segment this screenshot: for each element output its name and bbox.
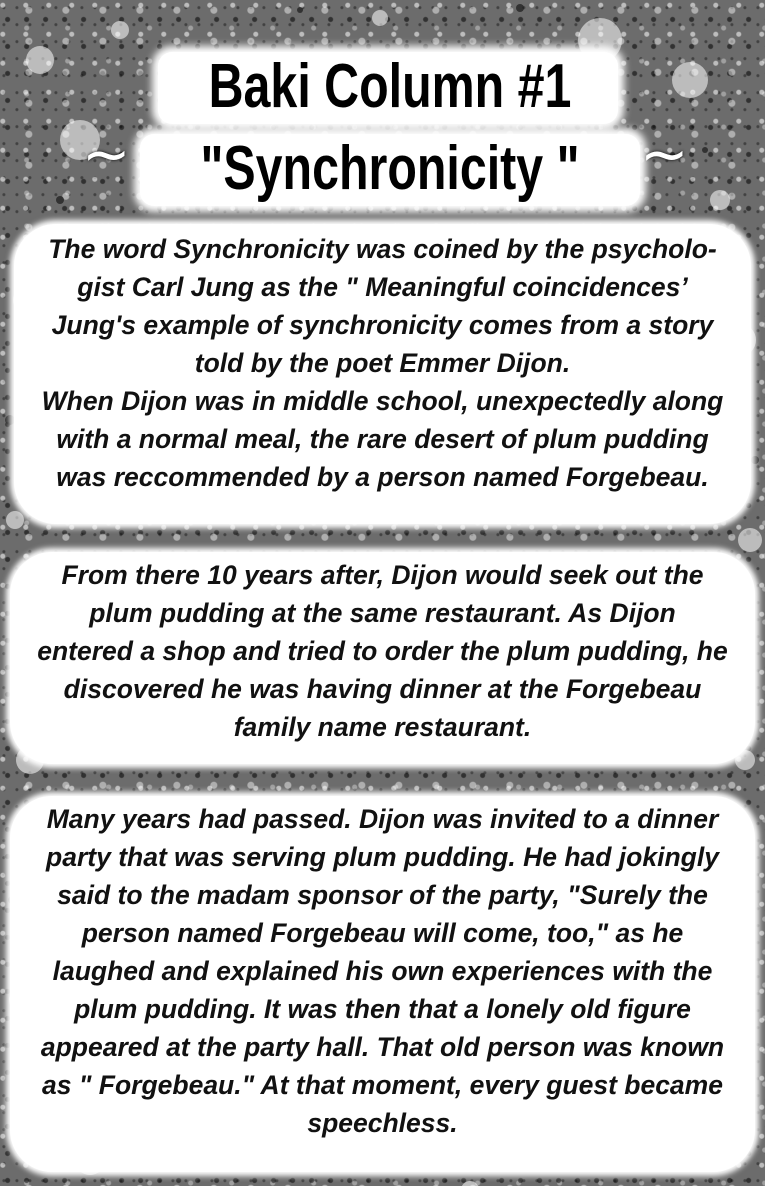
paragraph-1-line: told by the poet Emmer Dijon. xyxy=(194,348,571,378)
paragraph-1-line: was reccommended by a person named Forgebeau. xyxy=(56,462,709,492)
paragraph-3-line: said to the madam sponsor of the party, "Surely the xyxy=(57,880,708,910)
title-box-line1 xyxy=(158,52,618,124)
paragraph-bubble-3 xyxy=(10,796,755,1172)
paragraph-3-line: Many years had passed. Dijon was invited to a dinner xyxy=(46,804,719,834)
paragraph-3-line: person named Forgebeau will come, too," as he xyxy=(81,918,684,948)
paragraph-1-line: When Dijon was in middle school, unexpectedly along xyxy=(41,386,724,416)
paragraph-2-line: plum pudding at the same restaurant. As Dijon xyxy=(89,598,676,628)
paragraph-2-line: family name restaurant. xyxy=(233,712,532,742)
column-title: Baki Column #1 xyxy=(208,52,572,121)
paragraph-2-line: entered a shop and tried to order the plum pudding, he xyxy=(37,636,728,666)
paragraph-2-line: From there 10 years after, Dijon would seek out the xyxy=(61,560,704,590)
paragraph-3 xyxy=(10,800,755,1142)
paragraph-3-line: speechless. xyxy=(307,1108,458,1138)
column-subtitle: "Synchronicity " xyxy=(200,134,580,203)
paragraph-3-line: plum pudding. It was then that a lonely old figure xyxy=(74,994,691,1024)
paragraph-3-line: as " Forgebeau." At that moment, every guest became xyxy=(42,1070,723,1100)
paragraph-1-line: with a normal meal, the rare desert of plum pudding xyxy=(56,424,709,454)
paragraph-3-line: party that was serving plum pudding. He had jokingly xyxy=(46,842,719,872)
title-right-ornament: ~ xyxy=(640,120,689,188)
bottom-margin xyxy=(0,1186,765,1200)
paragraph-1 xyxy=(14,230,751,496)
paragraph-3-line: appeared at the party hall. That old person was known xyxy=(40,1032,725,1062)
paragraph-1-line: gist Carl Jung as the " Meaningful coincidences’ xyxy=(77,272,688,302)
paragraph-3-line: laughed and explained his own experiences with the xyxy=(52,956,713,986)
paragraph-1-line: The word Synchronicity was coined by the psycholo- xyxy=(48,234,717,264)
title-left-ornament: ~ xyxy=(82,120,131,188)
title-box-line2 xyxy=(140,134,640,206)
paragraph-1-line: Jung's example of synchronicity comes from a story xyxy=(51,310,714,340)
paragraph-2-line: discovered he was having dinner at the Forgebeau xyxy=(63,674,702,704)
paragraph-2 xyxy=(10,556,755,746)
paragraph-bubble-2 xyxy=(10,552,755,764)
paragraph-bubble-1 xyxy=(14,224,751,524)
